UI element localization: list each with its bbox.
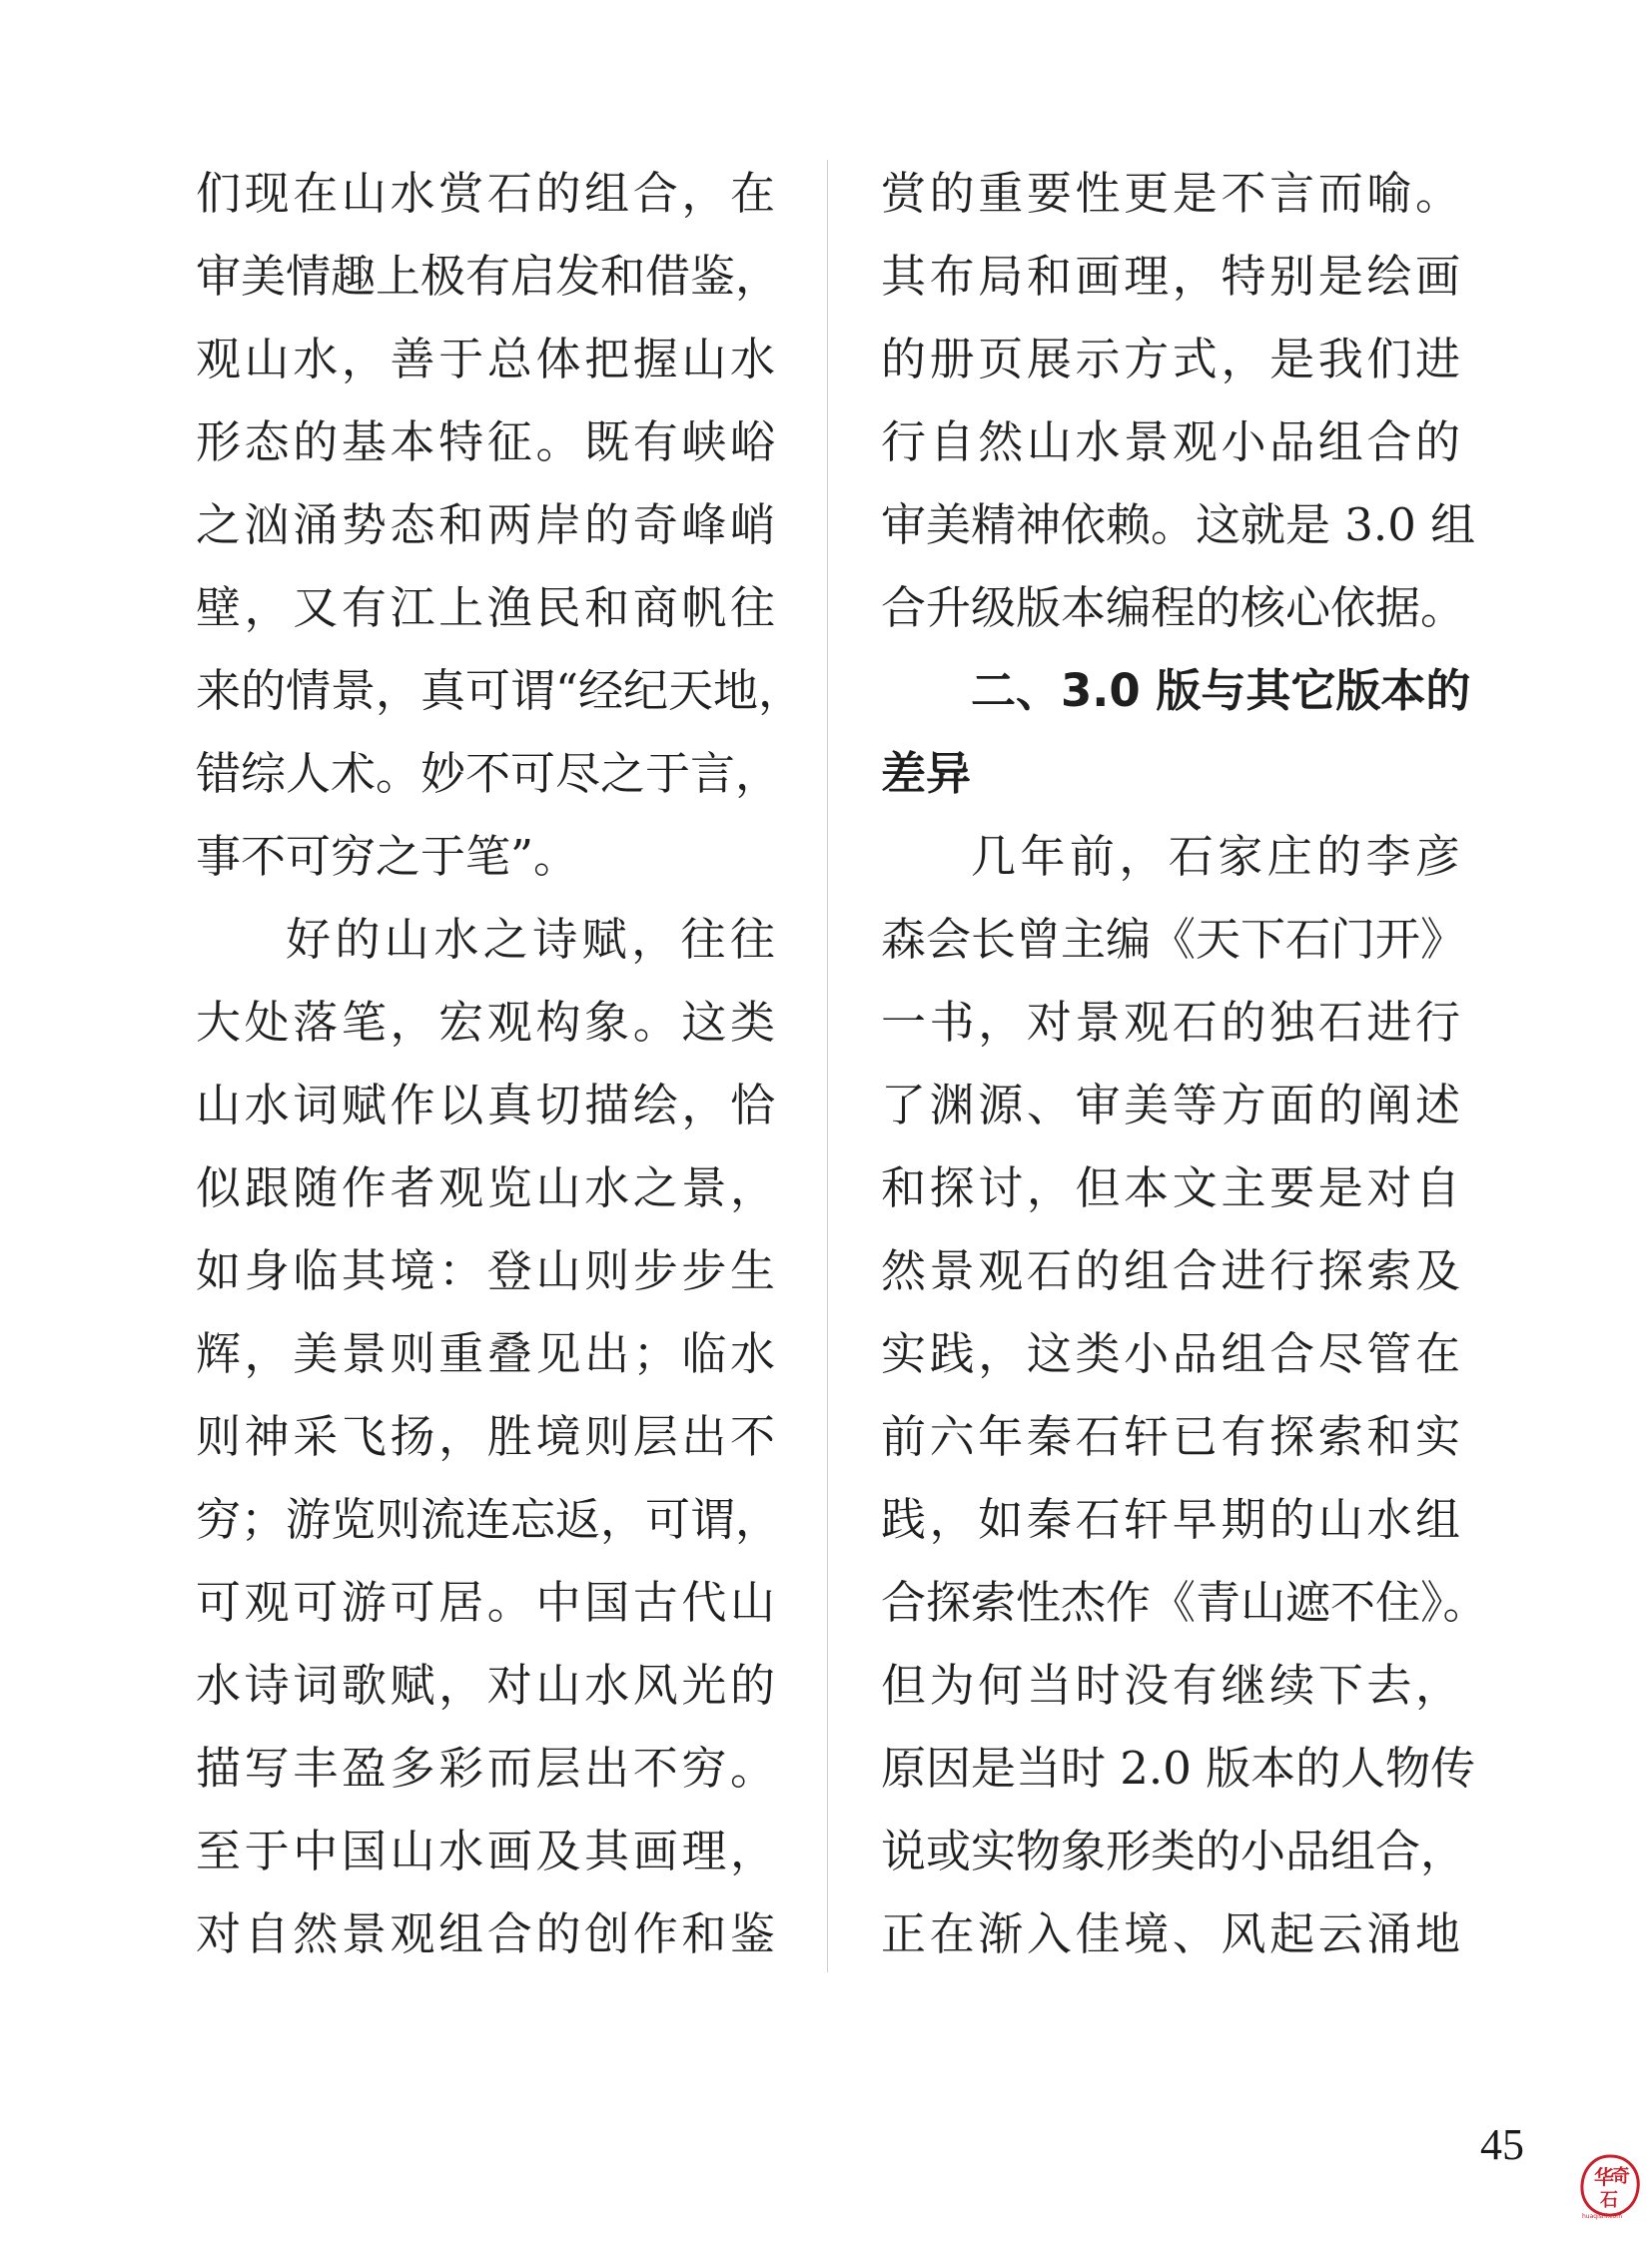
text-line: 错综人术。妙不可尽之于言，	[196, 747, 781, 800]
text-line: 合升级版本编程的核心依据。	[881, 581, 1466, 634]
text-line: 审美精神依赖。这就是 3.0 组	[881, 498, 1476, 551]
text-line: 的册页展示方式，是我们进	[881, 333, 1460, 385]
text-line: 但为何当时没有继续下去，	[881, 1659, 1460, 1712]
column-divider	[827, 160, 828, 1972]
section-heading-line: 差异	[881, 747, 972, 800]
svg-text:奇: 奇	[1612, 2166, 1630, 2187]
text-line: 辉，美景则重叠见出；临水	[196, 1327, 775, 1380]
right-text-column	[881, 152, 1488, 1975]
left-text-column	[196, 152, 804, 1975]
text-line: 一书，对景观石的独石进行	[881, 996, 1460, 1049]
text-line: 正在渐入佳境、风起云涌地	[881, 1907, 1460, 1960]
text-line: 山水词赋作以真切描绘，恰	[196, 1079, 775, 1131]
text-line: 之汹涌势态和两岸的奇峰峭	[196, 498, 775, 551]
page-number: 45	[1480, 2120, 1524, 2169]
text-line: 事不可穷之于笔”。	[196, 830, 579, 883]
text-line: 大处落笔，宏观构象。这类	[196, 996, 775, 1049]
text-line: 对自然景观组合的创作和鉴	[196, 1907, 775, 1960]
text-line: 好的山水之诗赋，往往	[286, 913, 775, 966]
text-line: 来的情景，真可谓“经纪天地，	[196, 664, 804, 717]
text-line: 观山水，善于总体把握山水	[196, 333, 775, 385]
text-line: 前六年秦石轩已有探索和实	[881, 1410, 1460, 1463]
text-line: 几年前，石家庄的李彦	[971, 830, 1460, 883]
text-line: 然景观石的组合进行探索及	[881, 1244, 1460, 1297]
text-line: 描写丰盈多彩而层出不穷。	[196, 1742, 775, 1795]
text-line: 水诗词歌赋，对山水风光的	[196, 1659, 775, 1712]
watermark-seal-logo	[1576, 2152, 1644, 2220]
text-line: 行自然山水景观小品组合的	[881, 415, 1460, 468]
text-line: 赏的重要性更是不言而喻。	[881, 167, 1460, 220]
text-line: 则神采飞扬，胜境则层出不	[196, 1410, 775, 1463]
text-line: 们现在山水赏石的组合，在	[196, 167, 775, 220]
text-line: 说或实物象形类的小品组合，	[881, 1825, 1466, 1877]
text-line: 合探索性杰作《青山遮不住》。	[881, 1576, 1488, 1629]
section-heading-line: 二、3.0 版与其它版本的	[971, 664, 1471, 717]
svg-text:huaqishi.com: huaqishi.com	[1582, 2213, 1623, 2220]
text-line: 了渊源、审美等方面的阐述	[881, 1079, 1460, 1131]
text-line: 似跟随作者观览山水之景，	[196, 1161, 775, 1214]
svg-text:石: 石	[1600, 2190, 1618, 2211]
text-line: 壁，又有江上渔民和商帆往	[196, 581, 775, 634]
text-line: 至于中国山水画及其画理，	[196, 1825, 775, 1877]
text-line: 如身临其境：登山则步步生	[196, 1244, 775, 1297]
text-line: 实践，这类小品组合尽管在	[881, 1327, 1460, 1380]
text-line: 审美情趣上极有启发和借鉴，	[196, 250, 781, 303]
text-line: 穷；游览则流连忘返，可谓，	[196, 1493, 781, 1546]
text-line: 形态的基本特征。既有峡峪	[196, 415, 775, 468]
text-line: 和探讨，但本文主要是对自	[881, 1161, 1460, 1214]
text-line: 可观可游可居。中国古代山	[196, 1576, 775, 1629]
text-line: 原因是当时 2.0 版本的人物传	[881, 1742, 1476, 1795]
svg-text:华: 华	[1594, 2165, 1614, 2189]
text-line: 其布局和画理，特别是绘画	[881, 250, 1460, 303]
text-line: 践，如秦石轩早期的山水组	[881, 1493, 1460, 1546]
text-line: 森会长曾主编《天下石门开》	[881, 913, 1466, 966]
